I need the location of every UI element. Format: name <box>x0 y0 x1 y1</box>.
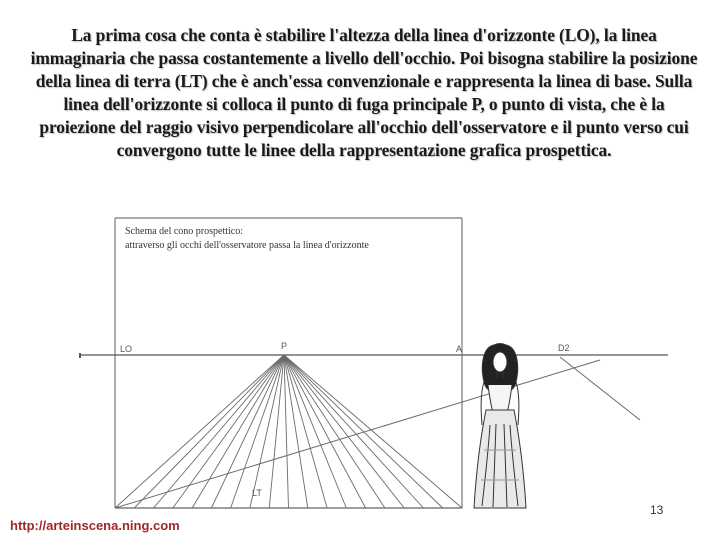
perspective-ray <box>284 355 462 508</box>
perspective-ray <box>192 355 284 508</box>
label-a: A <box>456 344 463 354</box>
page-number: 13 <box>650 503 664 517</box>
observer-figure <box>474 344 526 509</box>
perspective-ray <box>284 355 327 508</box>
perspective-ray <box>115 355 284 508</box>
perspective-ray <box>231 355 284 508</box>
frame-caption-line2: attraverso gli occhi dell'osservatore passa la linea d'orizzonte <box>125 240 369 251</box>
perspective-ray <box>284 355 346 508</box>
perspective-rays <box>115 355 462 508</box>
frame-caption-line1: Schema del cono prospettico: <box>125 226 244 237</box>
site-url-link[interactable]: http://arteinscena.ning.com <box>10 518 180 533</box>
slide-paragraph: La prima cosa che conta è stabilire l'altezza della linea d'orizzonte (LO), la linea immaginaria che passa costantemente a livello dell'occhio. Poi bisogna stabilire la posizione della linea di terra (LT) che è anch'essa convenzionale e rappresenta la linea di base. Sulla linea dell'orizzonte si colloca il punto di fuga principale P, o punto di vista, che è la proiezione del raggio visivo perpendicolare all'occhio dell'osservatore e il punto verso cui convergono tutte le linee della rappresentazione grafica prospettica. <box>30 25 698 161</box>
label-lo: LO <box>120 344 133 354</box>
perspective-ray <box>284 355 404 508</box>
perspective-ray <box>211 355 284 508</box>
label-d2: D2 <box>558 343 570 353</box>
perspective-ray <box>284 355 443 508</box>
perspective-ray <box>284 355 385 508</box>
d2-ray <box>560 357 640 420</box>
label-p: P <box>281 341 288 351</box>
perspective-ray <box>134 355 284 508</box>
perspective-ray <box>154 355 284 508</box>
perspective-ray <box>269 355 284 508</box>
label-lt: LT <box>252 488 262 498</box>
diagonal-to-d2 <box>115 360 600 508</box>
